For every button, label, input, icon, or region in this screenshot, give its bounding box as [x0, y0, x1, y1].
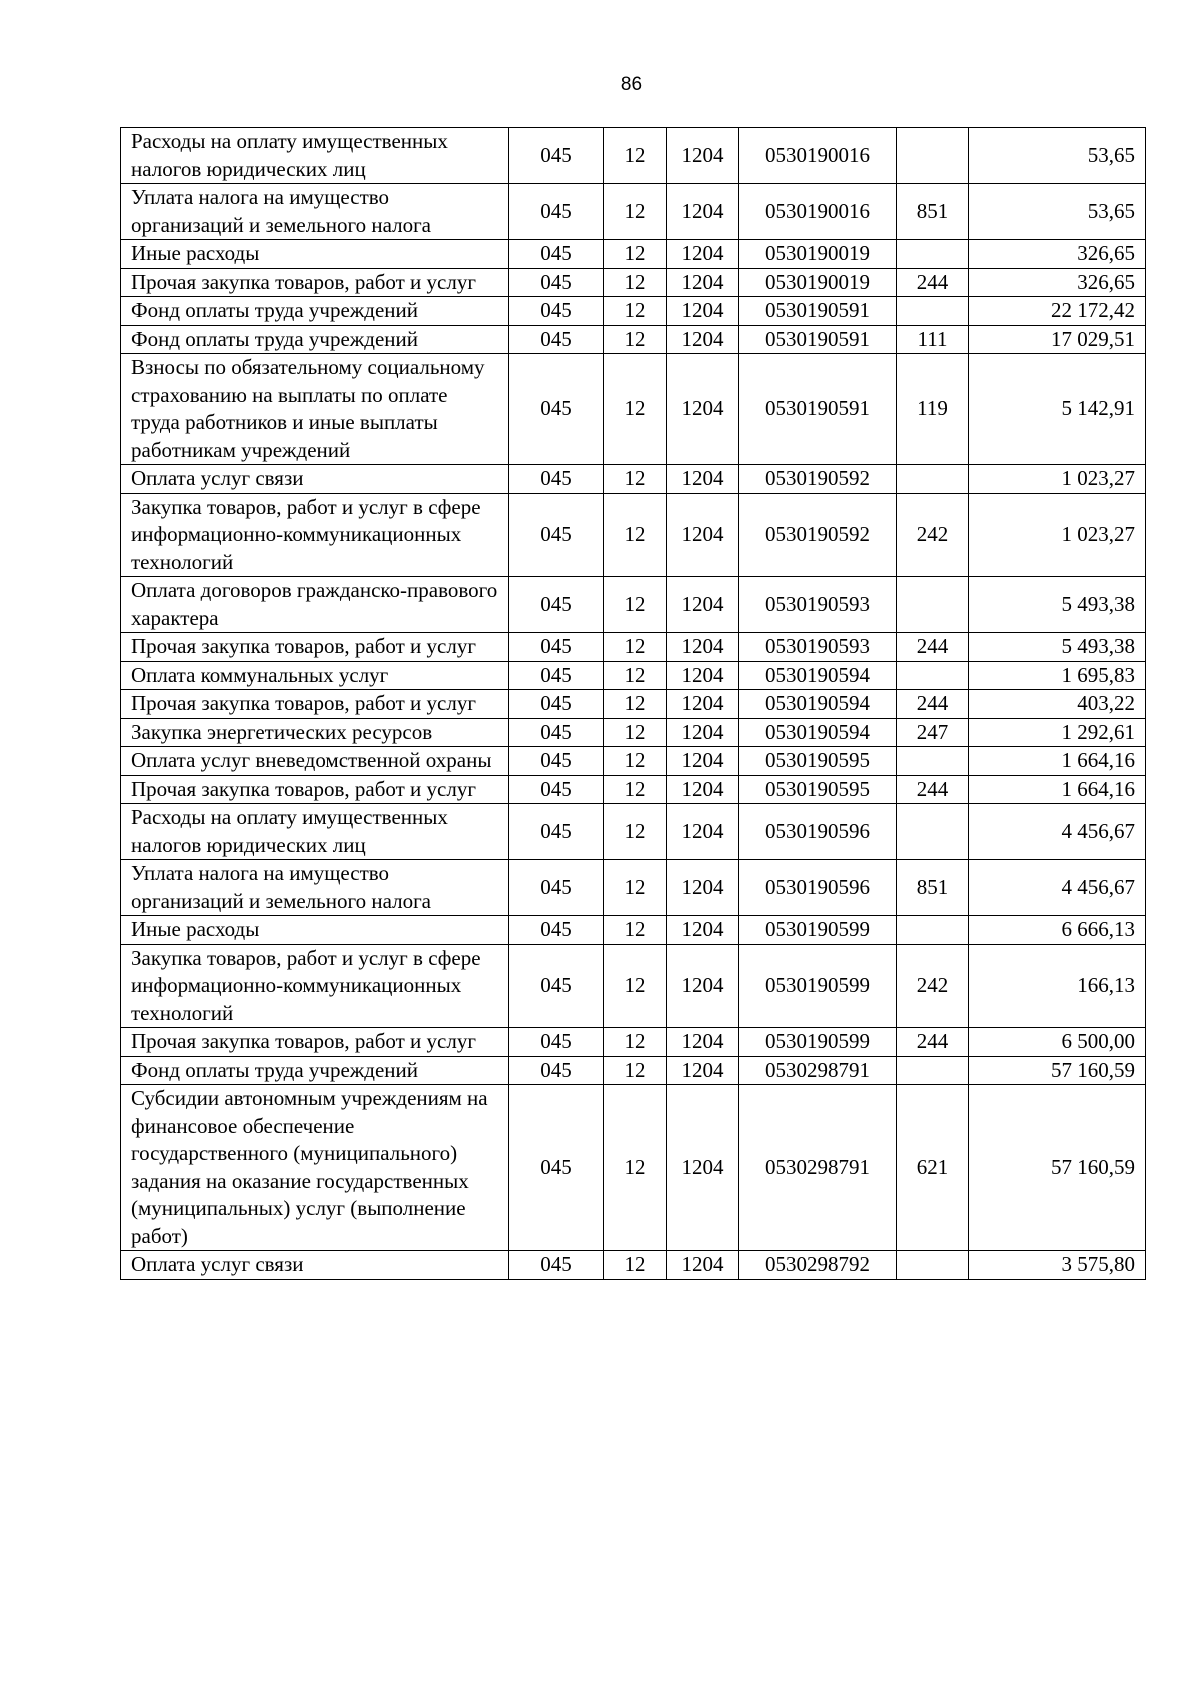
- section-code-cell: 12: [604, 944, 667, 1028]
- section-code-cell: 12: [604, 493, 667, 577]
- table-row: [121, 1056, 1146, 1085]
- expense-name-cell: Прочая закупка товаров, работ и услуг: [121, 1028, 509, 1057]
- table-row: [121, 184, 1146, 240]
- section-code-cell: 12: [604, 1251, 667, 1280]
- table-row: [121, 690, 1146, 719]
- target-article-cell: 0530190596: [739, 860, 897, 916]
- section-code-cell: 12: [604, 690, 667, 719]
- expense-type-cell: 119: [897, 354, 969, 465]
- expense-type-cell: 621: [897, 1085, 969, 1251]
- subsection-code-cell: 1204: [667, 1028, 739, 1057]
- target-article-cell: 0530190599: [739, 944, 897, 1028]
- expense-type-cell: 247: [897, 718, 969, 747]
- table-row: [121, 354, 1146, 465]
- target-article-cell: 0530190593: [739, 577, 897, 633]
- table-row: [121, 633, 1146, 662]
- section-code-cell: 12: [604, 354, 667, 465]
- expense-type-cell: 851: [897, 184, 969, 240]
- section-code-cell: 12: [604, 1028, 667, 1057]
- table-row: [121, 493, 1146, 577]
- glava-code-cell: 045: [509, 493, 604, 577]
- subsection-code-cell: 1204: [667, 297, 739, 326]
- section-code-cell: 12: [604, 297, 667, 326]
- glava-code-cell: 045: [509, 325, 604, 354]
- table-body: [121, 128, 1146, 1280]
- section-code-cell: 12: [604, 184, 667, 240]
- target-article-cell: 0530190595: [739, 775, 897, 804]
- section-code-cell: 12: [604, 633, 667, 662]
- subsection-code-cell: 1204: [667, 1251, 739, 1280]
- expense-name-cell: Прочая закупка товаров, работ и услуг: [121, 690, 509, 719]
- target-article-cell: 0530298791: [739, 1085, 897, 1251]
- glava-code-cell: 045: [509, 184, 604, 240]
- expense-type-cell: [897, 465, 969, 494]
- expense-type-cell: [897, 128, 969, 184]
- expense-name-cell: Уплата налога на имущество организаций и земельного налога: [121, 184, 509, 240]
- section-code-cell: 12: [604, 1085, 667, 1251]
- section-code-cell: 12: [604, 577, 667, 633]
- glava-code-cell: 045: [509, 718, 604, 747]
- subsection-code-cell: 1204: [667, 860, 739, 916]
- expense-name-cell: Закупка энергетических ресурсов: [121, 718, 509, 747]
- expense-name-cell: Иные расходы: [121, 240, 509, 269]
- expense-name-cell: Фонд оплаты труда учреждений: [121, 297, 509, 326]
- glava-code-cell: 045: [509, 297, 604, 326]
- amount-cell: 1 023,27: [969, 493, 1146, 577]
- amount-cell: 1 023,27: [969, 465, 1146, 494]
- target-article-cell: 0530190599: [739, 916, 897, 945]
- expense-name-cell: Уплата налога на имущество организаций и земельного налога: [121, 860, 509, 916]
- expense-type-cell: [897, 804, 969, 860]
- subsection-code-cell: 1204: [667, 661, 739, 690]
- section-code-cell: 12: [604, 775, 667, 804]
- target-article-cell: 0530190596: [739, 804, 897, 860]
- expense-type-cell: 244: [897, 633, 969, 662]
- expense-name-cell: Прочая закупка товаров, работ и услуг: [121, 268, 509, 297]
- table-row: [121, 577, 1146, 633]
- target-article-cell: 0530190594: [739, 690, 897, 719]
- target-article-cell: 0530190592: [739, 465, 897, 494]
- target-article-cell: 0530190592: [739, 493, 897, 577]
- table-row: [121, 297, 1146, 326]
- expense-type-cell: [897, 916, 969, 945]
- expense-type-cell: 851: [897, 860, 969, 916]
- amount-cell: 22 172,42: [969, 297, 1146, 326]
- section-code-cell: 12: [604, 465, 667, 494]
- glava-code-cell: 045: [509, 1251, 604, 1280]
- glava-code-cell: 045: [509, 240, 604, 269]
- table-row: [121, 916, 1146, 945]
- section-code-cell: 12: [604, 718, 667, 747]
- expense-type-cell: 244: [897, 690, 969, 719]
- glava-code-cell: 045: [509, 128, 604, 184]
- table-row: [121, 804, 1146, 860]
- target-article-cell: 0530190593: [739, 633, 897, 662]
- table-row: [121, 1085, 1146, 1251]
- glava-code-cell: 045: [509, 747, 604, 776]
- expense-type-cell: [897, 747, 969, 776]
- glava-code-cell: 045: [509, 633, 604, 662]
- target-article-cell: 0530190599: [739, 1028, 897, 1057]
- section-code-cell: 12: [604, 916, 667, 945]
- subsection-code-cell: 1204: [667, 804, 739, 860]
- section-code-cell: 12: [604, 325, 667, 354]
- glava-code-cell: 045: [509, 268, 604, 297]
- amount-cell: 4 456,67: [969, 804, 1146, 860]
- expense-name-cell: Оплата договоров гражданско-правового характера: [121, 577, 509, 633]
- amount-cell: 17 029,51: [969, 325, 1146, 354]
- amount-cell: 403,22: [969, 690, 1146, 719]
- subsection-code-cell: 1204: [667, 354, 739, 465]
- expense-type-cell: 244: [897, 268, 969, 297]
- expense-type-cell: 244: [897, 775, 969, 804]
- target-article-cell: 0530190591: [739, 325, 897, 354]
- table-row: [121, 747, 1146, 776]
- subsection-code-cell: 1204: [667, 493, 739, 577]
- glava-code-cell: 045: [509, 465, 604, 494]
- table-row: [121, 128, 1146, 184]
- expense-name-cell: Субсидии автономным учреждениям на финансовое обеспечение государственного (муниципального) задания на оказание государственных (муниципальных) услуг (выполнение работ): [121, 1085, 509, 1251]
- amount-cell: 1 664,16: [969, 775, 1146, 804]
- subsection-code-cell: 1204: [667, 718, 739, 747]
- expense-name-cell: Иные расходы: [121, 916, 509, 945]
- section-code-cell: 12: [604, 268, 667, 297]
- target-article-cell: 0530190594: [739, 661, 897, 690]
- subsection-code-cell: 1204: [667, 916, 739, 945]
- amount-cell: 5 493,38: [969, 577, 1146, 633]
- target-article-cell: 0530190019: [739, 240, 897, 269]
- table-row: [121, 718, 1146, 747]
- expense-type-cell: 111: [897, 325, 969, 354]
- amount-cell: 57 160,59: [969, 1085, 1146, 1251]
- table-row: [121, 465, 1146, 494]
- expense-type-cell: [897, 240, 969, 269]
- expense-type-cell: 242: [897, 493, 969, 577]
- expense-type-cell: [897, 577, 969, 633]
- glava-code-cell: 045: [509, 775, 604, 804]
- amount-cell: 4 456,67: [969, 860, 1146, 916]
- target-article-cell: 0530190019: [739, 268, 897, 297]
- expense-name-cell: Взносы по обязательному социальному страхованию на выплаты по оплате труда работников и иные выплаты работникам учреждений: [121, 354, 509, 465]
- subsection-code-cell: 1204: [667, 747, 739, 776]
- amount-cell: 3 575,80: [969, 1251, 1146, 1280]
- section-code-cell: 12: [604, 128, 667, 184]
- amount-cell: 57 160,59: [969, 1056, 1146, 1085]
- expense-name-cell: Оплата коммунальных услуг: [121, 661, 509, 690]
- subsection-code-cell: 1204: [667, 577, 739, 633]
- expense-name-cell: Оплата услуг связи: [121, 465, 509, 494]
- amount-cell: 166,13: [969, 944, 1146, 1028]
- subsection-code-cell: 1204: [667, 268, 739, 297]
- glava-code-cell: 045: [509, 1028, 604, 1057]
- subsection-code-cell: 1204: [667, 184, 739, 240]
- target-article-cell: 0530190594: [739, 718, 897, 747]
- amount-cell: 53,65: [969, 184, 1146, 240]
- expense-name-cell: Оплата услуг связи: [121, 1251, 509, 1280]
- section-code-cell: 12: [604, 240, 667, 269]
- target-article-cell: 0530190595: [739, 747, 897, 776]
- subsection-code-cell: 1204: [667, 1056, 739, 1085]
- amount-cell: 326,65: [969, 268, 1146, 297]
- expense-name-cell: Расходы на оплату имущественных налогов юридических лиц: [121, 128, 509, 184]
- target-article-cell: 0530190016: [739, 184, 897, 240]
- glava-code-cell: 045: [509, 804, 604, 860]
- table-row: [121, 775, 1146, 804]
- table-row: [121, 944, 1146, 1028]
- expense-name-cell: Фонд оплаты труда учреждений: [121, 1056, 509, 1085]
- section-code-cell: 12: [604, 860, 667, 916]
- amount-cell: 326,65: [969, 240, 1146, 269]
- glava-code-cell: 045: [509, 1085, 604, 1251]
- glava-code-cell: 045: [509, 916, 604, 945]
- section-code-cell: 12: [604, 804, 667, 860]
- amount-cell: 6 666,13: [969, 916, 1146, 945]
- section-code-cell: 12: [604, 1056, 667, 1085]
- amount-cell: 53,65: [969, 128, 1146, 184]
- expense-name-cell: Фонд оплаты труда учреждений: [121, 325, 509, 354]
- amount-cell: 1 292,61: [969, 718, 1146, 747]
- expense-name-cell: Расходы на оплату имущественных налогов юридических лиц: [121, 804, 509, 860]
- section-code-cell: 12: [604, 661, 667, 690]
- table-row: [121, 240, 1146, 269]
- expense-name-cell: Оплата услуг вневедомственной охраны: [121, 747, 509, 776]
- amount-cell: 1 695,83: [969, 661, 1146, 690]
- subsection-code-cell: 1204: [667, 633, 739, 662]
- table-row: [121, 860, 1146, 916]
- expense-type-cell: 242: [897, 944, 969, 1028]
- table-row: [121, 268, 1146, 297]
- subsection-code-cell: 1204: [667, 944, 739, 1028]
- table-row: [121, 325, 1146, 354]
- glava-code-cell: 045: [509, 661, 604, 690]
- glava-code-cell: 045: [509, 1056, 604, 1085]
- glava-code-cell: 045: [509, 690, 604, 719]
- target-article-cell: 0530190591: [739, 297, 897, 326]
- expense-name-cell: Закупка товаров, работ и услуг в сфере информационно-коммуникационных технологий: [121, 493, 509, 577]
- subsection-code-cell: 1204: [667, 1085, 739, 1251]
- target-article-cell: 0530298791: [739, 1056, 897, 1085]
- table-row: [121, 661, 1146, 690]
- table-row: [121, 1251, 1146, 1280]
- section-code-cell: 12: [604, 747, 667, 776]
- expense-name-cell: Прочая закупка товаров, работ и услуг: [121, 775, 509, 804]
- target-article-cell: 0530298792: [739, 1251, 897, 1280]
- table-row: [121, 1028, 1146, 1057]
- glava-code-cell: 045: [509, 860, 604, 916]
- subsection-code-cell: 1204: [667, 128, 739, 184]
- amount-cell: 1 664,16: [969, 747, 1146, 776]
- subsection-code-cell: 1204: [667, 240, 739, 269]
- expense-type-cell: [897, 1056, 969, 1085]
- subsection-code-cell: 1204: [667, 465, 739, 494]
- target-article-cell: 0530190591: [739, 354, 897, 465]
- budget-table: [120, 127, 1146, 1280]
- glava-code-cell: 045: [509, 944, 604, 1028]
- amount-cell: 6 500,00: [969, 1028, 1146, 1057]
- page-number: 86: [620, 74, 643, 95]
- expense-name-cell: Закупка товаров, работ и услуг в сфере информационно-коммуникационных технологий: [121, 944, 509, 1028]
- subsection-code-cell: 1204: [667, 690, 739, 719]
- expense-type-cell: [897, 1251, 969, 1280]
- glava-code-cell: 045: [509, 577, 604, 633]
- amount-cell: 5 142,91: [969, 354, 1146, 465]
- expense-name-cell: Прочая закупка товаров, работ и услуг: [121, 633, 509, 662]
- subsection-code-cell: 1204: [667, 325, 739, 354]
- expense-type-cell: [897, 661, 969, 690]
- target-article-cell: 0530190016: [739, 128, 897, 184]
- expense-type-cell: 244: [897, 1028, 969, 1057]
- subsection-code-cell: 1204: [667, 775, 739, 804]
- expense-type-cell: [897, 297, 969, 326]
- amount-cell: 5 493,38: [969, 633, 1146, 662]
- glava-code-cell: 045: [509, 354, 604, 465]
